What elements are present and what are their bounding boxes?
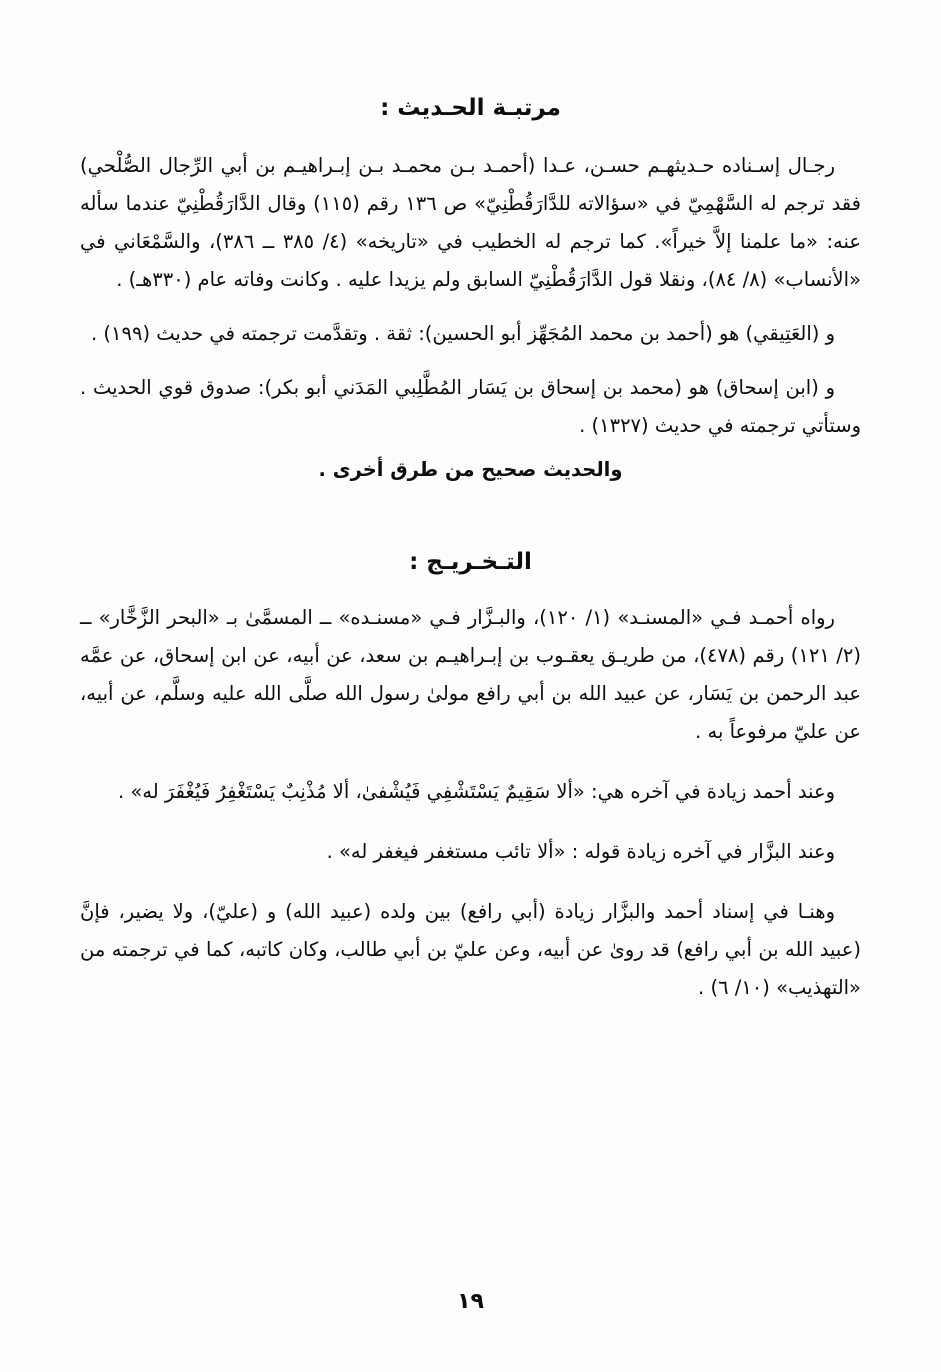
paragraph-isnad-extra-link-note: وهنـا في إسناد أحمد والبزَّار زيادة (أبي رافع) بين ولده (عبيد الله) و (عليّ)، ولا يضير، فإنَّ (عبيد الله بن أبي رافع) قد روىٰ عن أبيه، وعن عليّ بن أبي طالب، وكان كاتبه، كما في ترجمته من «التهذيب» (١٠/ ٦) . bbox=[80, 900, 861, 1000]
paragraph-al-atiqi-bio: و (العَتِيقي) هو (أحمد بن محمد المُجَهِّز أبو الحسين): ثقة . وتقدَّمت ترجمته في حديث (١٩٩) . bbox=[91, 322, 835, 346]
paragraph-ibn-ishaq-bio: و (ابن إسحاق) هو (محمد بن إسحاق بن يَسَار المُطَّلِبي المَدَني أبو بكر): صدوق قوي الحديث . وستأتي ترجمته في حديث (١٣٢٧) . bbox=[80, 376, 861, 438]
page-number: ١٩ bbox=[457, 1289, 484, 1314]
paragraph-isnad-assessment: رجـال إسـناده حـديثهـم حسـن، عـدا (أحمـد بـن محمـد بـن إبـراهيـم بن أبي الرِّجال الصُّلْحي) فقد ترجم له السَّهْمِيّ في «سؤالاته للدَّارَقُطْنِيّ» ص ١٣٦ رقم (١١٥) وقال الدَّارَقُطْنِيّ عندما سأله عنه: «ما علمنا إلاَّ خيراً». كما ترجم له الخطيب في «تاريخه» (٤/ ٣٨٥ ــ ٣٨٦)، والسَّمْعَاني في «الأنساب» (٨/ ٨٤)، ونقلا قول الدَّارَقُطْنِيّ السابق ولم يزيدا عليه . وكانت وفاته عام (٣٣٠هـ) . bbox=[80, 154, 861, 292]
section-heading-takhrij: التـخـريـج : bbox=[409, 549, 532, 576]
paragraph-ahmad-addition: وعند أحمد زيادة في آخره هي: «ألا سَقِيمٌ يَسْتَشْفِي فَيُشْفىٰ، ألا مُذْنِبٌ يَسْتَغْفِرُ فَيُغْفَرَ له» . bbox=[117, 780, 835, 804]
paragraph-hadith-authentic-note: والحديث صحيح من طرق أخرى . bbox=[318, 458, 623, 482]
section-heading-hadith-rank: مرتبـة الحـديث : bbox=[380, 95, 561, 121]
paragraph-bazzar-addition: وعند البزَّار في آخره زيادة قوله : «ألا تائب مستغفر فيغفر له» . bbox=[326, 840, 835, 864]
paragraph-narration-sources: رواه أحمـد فـي «المسنـد» (١/ ١٢٠)، والبـزَّار فـي «مسنـده» ــ المسمَّىٰ بـ «البحر الزَّخَّار» ــ (٢/ ١٢١) رقم (٤٧٨)، من طريـق يعقـوب بن إبـراهيـم بن سعد، عن أبيه، عن ابن إسحاق، عن عمَّه عبد الرحمن بن يَسَار، عن عبيد الله بن أبي رافع مولىٰ رسول الله صلَّى الله عليه وسلَّم، عن أبيه، عن عليّ مرفوعاً به . bbox=[80, 606, 861, 744]
page-content bbox=[80, 95, 861, 1013]
